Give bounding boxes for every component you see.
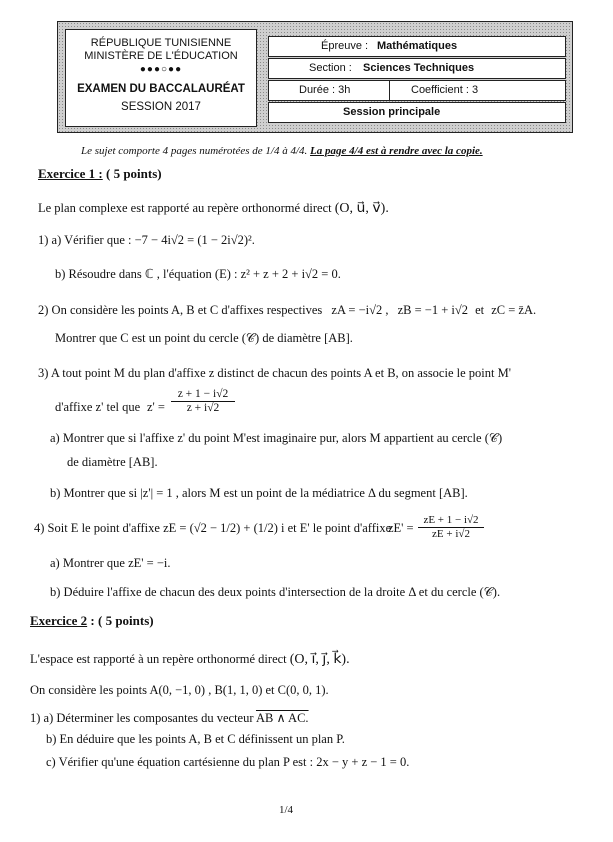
section-value: Sciences Techniques — [363, 62, 475, 74]
ex1-q3-lhs: z' = — [147, 400, 165, 414]
exercise1-points: ( 5 points) — [105, 166, 162, 181]
ex1-q3b — [50, 486, 468, 501]
section-label: Section : — [309, 62, 352, 74]
ex2-q1c-equation: 2x − y + z − 1 = 0. — [316, 755, 410, 769]
ex1-q4a: a) Montrer que zE' = −i. — [50, 556, 171, 570]
ex1-q4-pre: 4) Soit E le point d'affixe — [34, 521, 160, 535]
ex1-q1a — [38, 233, 255, 248]
country-name: RÉPUBLIQUE TUNISIENNE — [90, 37, 232, 49]
ex1-q4-numerator: zE + 1 − i√2 — [418, 514, 484, 528]
ex1-q2 — [38, 303, 536, 318]
ex1-q2-et: et — [475, 303, 485, 317]
ex2-intro-text: L'espace est rapporté à un repère orthonormé direct — [30, 652, 287, 666]
ex2-points-line — [30, 683, 329, 698]
ex1-q3-numerator: z + 1 − i√2 — [171, 388, 235, 402]
ex2-q1a-text: 1) a) Déterminer les composantes du vecteur — [30, 711, 254, 725]
page-notice — [81, 145, 483, 157]
section-row — [268, 58, 566, 79]
page-number: 1/4 — [278, 804, 294, 816]
ex2-intro — [30, 651, 350, 668]
ex1-q3-denominator: z + i√2 — [186, 402, 220, 414]
duree-value: Durée : 3h — [299, 84, 351, 96]
ex2-points-coords: A(0, −1, 0) , B(1, 1, 0) et C(0, 0, 1). — [149, 683, 329, 697]
ex2-q1a — [30, 710, 309, 726]
ministry-name: MINISTÈRE DE L'ÉDUCATION — [84, 50, 238, 62]
ex1-q4-zep-lhs: zE' = — [388, 521, 414, 535]
ex1-q4-mid: et E' le point d'affixe — [287, 521, 392, 535]
ex1-q3a-line2: de diamètre [AB]. — [67, 455, 158, 469]
ex1-q3-line1: 3) A tout point M du plan d'affixe z distinct de chacun des points A et B, on associe le point M' — [38, 366, 511, 380]
ex2-points-pre: On considère les points — [30, 683, 147, 697]
epreuve-value: Mathématiques — [377, 40, 458, 52]
exercise2-heading — [30, 613, 154, 629]
ex1-q3b-post: , alors M est un point de la médiatrice Δ du segment [AB]. — [175, 486, 468, 500]
ex1-q3-line2 — [55, 400, 140, 415]
ex1-q4 — [34, 521, 391, 536]
ex1-q3b-pre: b) Montrer que si — [50, 486, 138, 500]
ex1-q3a-line1: a) Montrer que si l'affixe z' du point M'est imaginaire pur, alors M appartient au cercle (𝒞) — [50, 431, 503, 445]
ex2-q1c-text: c) Vérifier qu'une équation cartésienne du plan P est : — [46, 755, 314, 769]
exercise2-points: : ( 5 points) — [90, 613, 154, 628]
ex1-q3b-abs: |z'| = 1 — [140, 486, 173, 500]
ex2-q1b: b) En déduire que les points A, B et C définissent un plan P. — [46, 732, 345, 746]
session-type: Session principale — [343, 106, 441, 118]
epreuve-label: Épreuve : — [321, 40, 369, 52]
ex2-q1a-vector: AB ∧ AC. — [255, 711, 309, 725]
ex2-q1c — [46, 755, 409, 770]
ex2-frame: (O, i⃗, j⃗, k⃗). — [289, 652, 350, 667]
exercise2-title: Exercice 2 — [30, 613, 88, 628]
notice-text: Le sujet comporte 4 pages numérotées de 1/4 à 4/4. — [81, 145, 308, 157]
exercise1-heading — [38, 166, 162, 182]
ex1-q4b: b) Déduire l'affixe de chacun des deux points d'intersection de la droite Δ et du cercle (𝒞). — [50, 585, 501, 599]
ex1-intro-text: Le plan complexe est rapporté au repère orthonormé direct — [38, 201, 332, 215]
ex1-q1b — [55, 266, 341, 282]
session-row — [268, 102, 566, 123]
ex1-frame: (O, u⃗, v⃗). — [334, 201, 389, 216]
header-left-box — [65, 29, 257, 127]
ex1-q1b-formula: (E) : z² + z + 2 + i√2 = 0. — [214, 267, 341, 281]
ex1-q4-ze: zE = (√2 − 1/2) + (1/2) i — [163, 521, 285, 535]
ex1-q3-fraction — [171, 388, 235, 414]
ex1-q1a-label: 1) a) Vérifier que : — [38, 233, 132, 247]
ex1-q3-line2-text: d'affixe z' tel que — [55, 400, 141, 414]
exercise1-title: Exercice 1 : — [38, 166, 103, 181]
duree-coefficient-row — [268, 80, 566, 101]
ex1-q2-zb: zB = −1 + i√2 — [397, 303, 468, 317]
emblem-dots-icon: ●●●○●● — [139, 64, 183, 75]
row-divider — [389, 81, 390, 100]
ex1-q4-fraction — [418, 514, 484, 540]
epreuve-row — [268, 36, 566, 57]
ex1-q1a-formula: −7 − 4i√2 = (1 − 2i√2)². — [134, 233, 255, 247]
ex1-q2-line2: Montrer que C est un point du cercle (𝒞) de diamètre [AB]. — [55, 331, 353, 345]
ex1-q1b-label: b) Résoudre dans ℂ , l'équation — [55, 267, 212, 281]
coefficient-value: Coefficient : 3 — [411, 84, 479, 96]
exam-title: EXAMEN DU BACCALAURÉAT — [77, 83, 245, 95]
notice-underlined: La page 4/4 est à rendre avec la copie. — [310, 145, 483, 157]
ex1-q2-zc: zC = z̄A. — [491, 303, 537, 317]
ex1-q4-denominator: zE + i√2 — [432, 528, 470, 540]
session-year: SESSION 2017 — [121, 101, 201, 113]
ex1-intro — [38, 200, 389, 217]
ex1-q2-za: zA = −i√2 , — [331, 303, 389, 317]
ex1-q2-label: 2) On considère les points A, B et C d'affixes respectives — [38, 303, 323, 317]
